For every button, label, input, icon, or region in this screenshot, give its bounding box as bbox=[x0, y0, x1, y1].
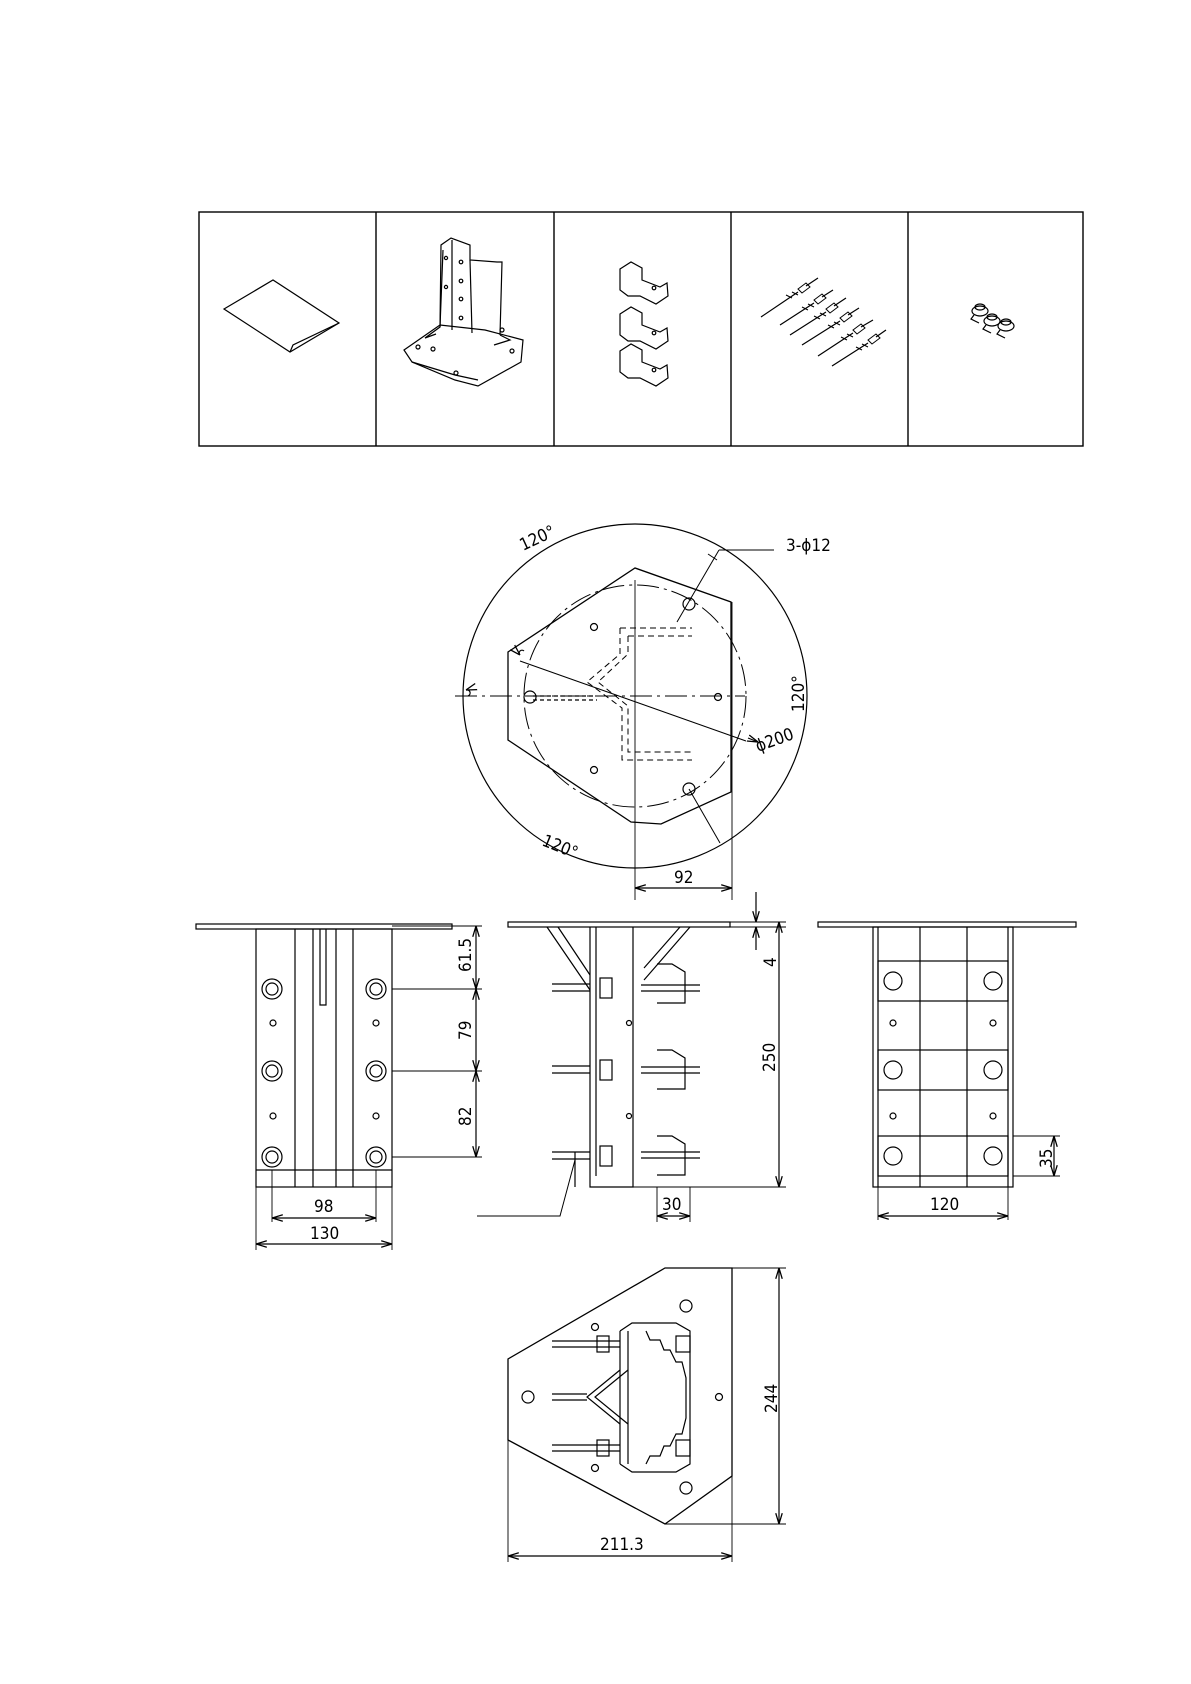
dim-35-label: 35 bbox=[1037, 1148, 1057, 1168]
dim-4-label: 4 bbox=[761, 957, 781, 967]
dim-79-label: 79 bbox=[456, 1020, 476, 1040]
dim-130-label: 130 bbox=[310, 1224, 340, 1244]
angle-label-right: 120° bbox=[789, 675, 809, 712]
diameter-label: ϕ200 bbox=[752, 724, 797, 757]
side-bolts bbox=[552, 964, 700, 1175]
bracket-icon bbox=[404, 238, 523, 386]
front-view bbox=[196, 924, 482, 1250]
angle-label-top-left: 120° bbox=[516, 521, 559, 556]
dim-250-label: 250 bbox=[760, 1042, 780, 1072]
front-bolt-nuts bbox=[262, 979, 386, 1167]
side-view bbox=[477, 892, 786, 1222]
bottom-view bbox=[508, 1268, 786, 1562]
back-view bbox=[818, 922, 1076, 1220]
angle-label-bottom: 120° bbox=[539, 831, 581, 864]
dim-120-label: 120 bbox=[930, 1195, 960, 1215]
dim-61-5-label: 61.5 bbox=[456, 937, 476, 972]
dim-98-label: 98 bbox=[314, 1197, 334, 1217]
parts-table bbox=[199, 212, 1083, 446]
nuts-icon bbox=[971, 304, 1014, 338]
dim-92-label: 92 bbox=[674, 868, 694, 888]
anchor-bolts-icon bbox=[761, 278, 886, 366]
dim-82-label: 82 bbox=[456, 1106, 476, 1126]
dim-30-label: 30 bbox=[662, 1195, 682, 1215]
instruction-sheet-icon bbox=[224, 280, 339, 352]
bottom-clamp-detail bbox=[552, 1323, 690, 1472]
dim-244-label: 244 bbox=[762, 1383, 782, 1413]
dim-211-3-label: 211.3 bbox=[600, 1535, 644, 1555]
holes-label: 3-ϕ12 bbox=[786, 536, 831, 556]
top-view bbox=[455, 522, 831, 900]
clamp-icon bbox=[620, 262, 668, 386]
